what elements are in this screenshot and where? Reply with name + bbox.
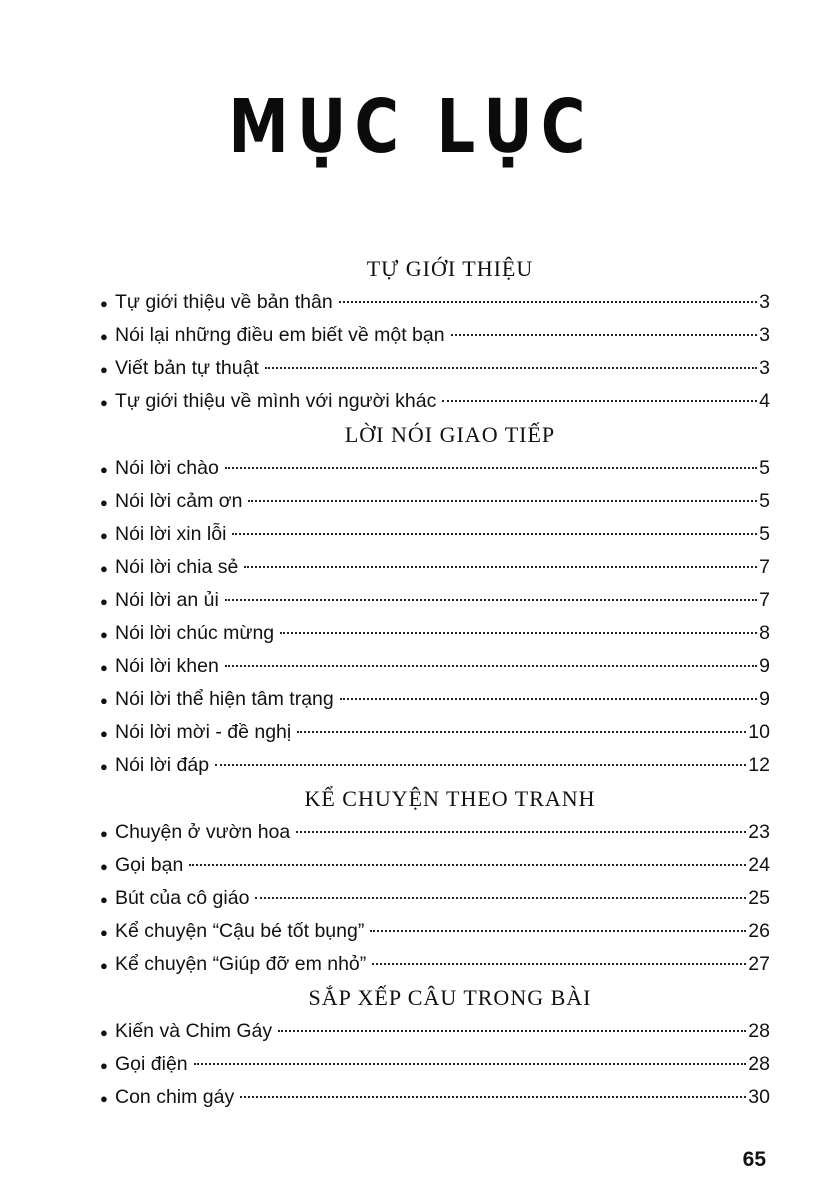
leader-dots: [339, 301, 757, 303]
leader-dots: [232, 533, 757, 535]
toc-entry-page: 9: [759, 655, 770, 677]
bullet-icon: ●: [100, 826, 108, 841]
toc-entry: [100, 584, 770, 617]
toc-entry-page: 5: [759, 457, 770, 479]
toc-entry: [100, 683, 770, 716]
toc-entry: [100, 650, 770, 683]
toc-entry-page: 4: [759, 390, 770, 412]
toc-entry-label: Nói lời thể hiện tâm trạng: [115, 688, 334, 710]
leader-dots: [189, 864, 746, 866]
bullet-icon: ●: [100, 1058, 108, 1073]
leader-dots: [370, 930, 746, 932]
toc-entry-label: Chuyện ở vườn hoa: [115, 821, 291, 843]
toc-entry-page: 3: [759, 357, 770, 379]
toc-entry: [100, 617, 770, 650]
toc-entry-page: 3: [759, 324, 770, 346]
toc-entry-label: Gọi bạn: [115, 854, 184, 876]
toc-entry: [100, 816, 770, 849]
toc-section: [100, 418, 770, 782]
toc-entry-page: 26: [748, 920, 770, 942]
bullet-icon: ●: [100, 395, 108, 410]
bullet-icon: ●: [100, 958, 108, 973]
leader-dots: [372, 963, 746, 965]
toc-entry-page: 25: [748, 887, 770, 909]
toc-entry-label: Nói lời xin lỗi: [115, 523, 227, 545]
toc-entry-label: Kiến và Chim Gáy: [115, 1020, 273, 1042]
toc-entry: [100, 882, 770, 915]
bullet-icon: ●: [100, 759, 108, 774]
toc-entry-label: Nói lời chia sẻ: [115, 556, 239, 578]
toc-entry-page: 24: [748, 854, 770, 876]
page-number: 65: [742, 1148, 766, 1171]
toc-entry-page: 23: [748, 821, 770, 843]
leader-dots: [340, 698, 757, 700]
toc-entry: [100, 485, 770, 518]
bullet-icon: ●: [100, 362, 108, 377]
toc-entry-page: 7: [759, 556, 770, 578]
toc-entry-label: Tự giới thiệu về bản thân: [115, 291, 333, 313]
toc-entry: [100, 749, 770, 782]
toc-entry-page: 28: [748, 1053, 770, 1075]
toc-entry: [100, 1081, 770, 1114]
toc-entry: [100, 849, 770, 882]
table-of-contents: [100, 252, 770, 1114]
leader-dots: [225, 467, 757, 469]
page-title: MỤC LỤC: [228, 84, 594, 170]
bullet-icon: ●: [100, 693, 108, 708]
toc-entry-label: Nói lời khen: [115, 655, 219, 677]
section-heading: TỰ GIỚI THIỆU: [366, 256, 534, 281]
toc-entry: [100, 385, 770, 418]
toc-entry: [100, 319, 770, 352]
toc-entry-label: Nói lại những điều em biết về một bạn: [115, 324, 445, 346]
toc-entry: [100, 551, 770, 584]
toc-section: [100, 981, 770, 1114]
leader-dots: [297, 731, 746, 733]
bullet-icon: ●: [100, 561, 108, 576]
toc-entry-page: 8: [759, 622, 770, 644]
bullet-icon: ●: [100, 726, 108, 741]
toc-section: [100, 252, 770, 418]
toc-entry-label: Nói lời cảm ơn: [115, 490, 243, 512]
toc-entry: [100, 518, 770, 551]
bullet-icon: ●: [100, 859, 108, 874]
toc-entry-page: 12: [748, 754, 770, 776]
section-heading: SẮP XẾP CÂU TRONG BÀI: [308, 985, 592, 1010]
toc-entry-page: 5: [759, 523, 770, 545]
leader-dots: [255, 897, 746, 899]
toc-entry: [100, 352, 770, 385]
bullet-icon: ●: [100, 528, 108, 543]
bullet-icon: ●: [100, 296, 108, 311]
leader-dots: [240, 1096, 746, 1098]
toc-section: [100, 782, 770, 981]
toc-entry: [100, 286, 770, 319]
toc-entry: [100, 452, 770, 485]
toc-entry-label: Kể chuyện “Giúp đỡ em nhỏ”: [115, 953, 367, 975]
toc-entry-page: 30: [748, 1086, 770, 1108]
bullet-icon: ●: [100, 660, 108, 675]
bullet-icon: ●: [100, 1025, 108, 1040]
bullet-icon: ●: [100, 925, 108, 940]
toc-entry-label: Con chim gáy: [115, 1086, 235, 1108]
leader-dots: [278, 1030, 746, 1032]
bullet-icon: ●: [100, 594, 108, 609]
leader-dots: [194, 1063, 747, 1065]
toc-entry-label: Bút của cô giáo: [115, 887, 250, 909]
toc-entry-page: 28: [748, 1020, 770, 1042]
toc-entry-label: Nói lời đáp: [115, 754, 210, 776]
bullet-icon: ●: [100, 495, 108, 510]
section-heading: LỜI NÓI GIAO TIẾP: [344, 422, 556, 447]
bullet-icon: ●: [100, 1091, 108, 1106]
bullet-icon: ●: [100, 627, 108, 642]
leader-dots: [451, 334, 758, 336]
toc-entry-page: 7: [759, 589, 770, 611]
toc-entry-label: Gọi điện: [115, 1053, 188, 1075]
toc-entry: [100, 1048, 770, 1081]
toc-entry-label: Nói lời mời - đề nghị: [115, 721, 292, 743]
toc-entry-label: Nói lời chúc mừng: [115, 622, 275, 644]
leader-dots: [280, 632, 757, 634]
toc-entry-page: 9: [759, 688, 770, 710]
bullet-icon: ●: [100, 892, 108, 907]
section-heading: KỂ CHUYỆN THEO TRANH: [304, 786, 596, 811]
leader-dots: [265, 367, 757, 369]
bullet-icon: ●: [100, 462, 108, 477]
toc-entry-label: Tự giới thiệu về mình với người khác: [115, 390, 437, 412]
toc-entry: [100, 716, 770, 749]
leader-dots: [225, 599, 757, 601]
leader-dots: [248, 500, 757, 502]
toc-entry-label: Nói lời an ủi: [115, 589, 219, 611]
toc-entry-page: 5: [759, 490, 770, 512]
toc-entry-label: Viết bản tự thuật: [115, 357, 259, 379]
toc-entry-label: Nói lời chào: [115, 457, 219, 479]
leader-dots: [244, 566, 757, 568]
toc-entry: [100, 1015, 770, 1048]
toc-entry: [100, 915, 770, 948]
leader-dots: [215, 764, 746, 766]
toc-entry: [100, 948, 770, 981]
leader-dots: [225, 665, 757, 667]
leader-dots: [442, 400, 757, 402]
bullet-icon: ●: [100, 329, 108, 344]
toc-entry-label: Kể chuyện “Cậu bé tốt bụng”: [115, 920, 365, 942]
toc-entry-page: 10: [748, 721, 770, 743]
leader-dots: [296, 831, 746, 833]
toc-entry-page: 27: [748, 953, 770, 975]
toc-entry-page: 3: [759, 291, 770, 313]
